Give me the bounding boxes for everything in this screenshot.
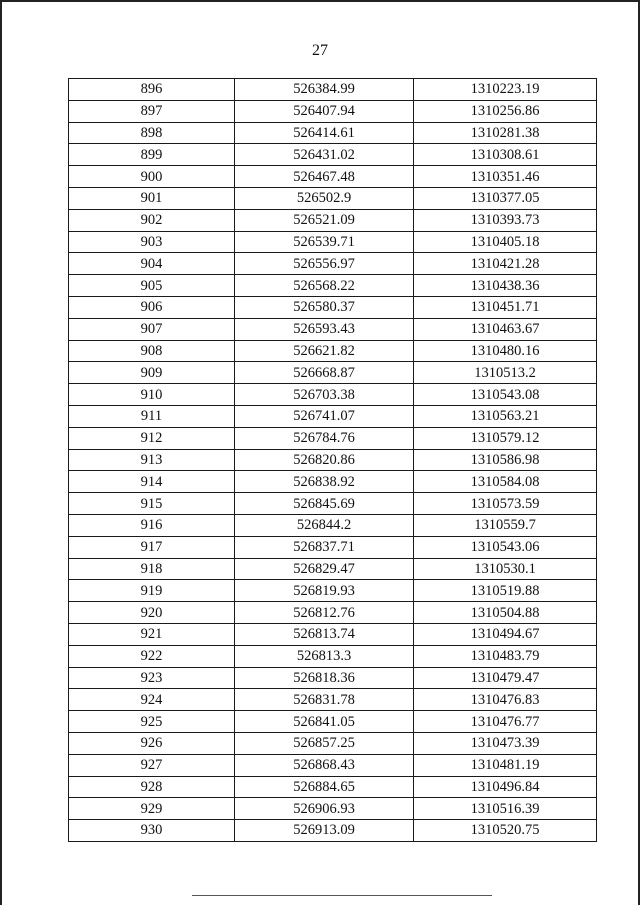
point-number-cell: 907 — [69, 318, 235, 340]
point-number-cell: 906 — [69, 296, 235, 318]
y-coordinate-cell: 1310520.75 — [414, 820, 597, 842]
x-coordinate-cell: 526844.2 — [235, 514, 414, 536]
table-row — [69, 187, 597, 209]
table-row — [69, 296, 597, 318]
x-coordinate-cell: 526812.76 — [235, 602, 414, 624]
bottom-scan-line — [192, 895, 492, 896]
x-coordinate-cell: 526819.93 — [235, 580, 414, 602]
point-number-cell: 924 — [69, 689, 235, 711]
x-coordinate-cell: 526384.99 — [235, 79, 414, 101]
y-coordinate-cell: 1310393.73 — [414, 209, 597, 231]
point-number-cell: 917 — [69, 536, 235, 558]
table-row — [69, 209, 597, 231]
table-row — [69, 231, 597, 253]
x-coordinate-cell: 526913.09 — [235, 820, 414, 842]
y-coordinate-cell: 1310504.88 — [414, 602, 597, 624]
x-coordinate-cell: 526668.87 — [235, 362, 414, 384]
point-number-cell: 930 — [69, 820, 235, 842]
point-number-cell: 914 — [69, 471, 235, 493]
point-number-cell: 901 — [69, 187, 235, 209]
x-coordinate-cell: 526837.71 — [235, 536, 414, 558]
x-coordinate-cell: 526407.94 — [235, 100, 414, 122]
y-coordinate-cell: 1310543.08 — [414, 384, 597, 406]
x-coordinate-cell: 526621.82 — [235, 340, 414, 362]
table-row — [69, 689, 597, 711]
y-coordinate-cell: 1310463.67 — [414, 318, 597, 340]
point-number-cell: 923 — [69, 667, 235, 689]
point-number-cell: 900 — [69, 166, 235, 188]
table-row — [69, 318, 597, 340]
y-coordinate-cell: 1310530.1 — [414, 558, 597, 580]
x-coordinate-cell: 526431.02 — [235, 144, 414, 166]
table-row — [69, 166, 597, 188]
point-number-cell: 918 — [69, 558, 235, 580]
y-coordinate-cell: 1310559.7 — [414, 514, 597, 536]
x-coordinate-cell: 526703.38 — [235, 384, 414, 406]
table-row — [69, 144, 597, 166]
y-coordinate-cell: 1310281.38 — [414, 122, 597, 144]
point-number-cell: 919 — [69, 580, 235, 602]
x-coordinate-cell: 526818.36 — [235, 667, 414, 689]
x-coordinate-cell: 526580.37 — [235, 296, 414, 318]
table-row — [69, 275, 597, 297]
table-row — [69, 623, 597, 645]
table-row — [69, 471, 597, 493]
y-coordinate-cell: 1310223.19 — [414, 79, 597, 101]
x-coordinate-cell: 526820.86 — [235, 449, 414, 471]
x-coordinate-cell: 526838.92 — [235, 471, 414, 493]
table-row — [69, 427, 597, 449]
x-coordinate-cell: 526502.9 — [235, 187, 414, 209]
x-coordinate-cell: 526414.61 — [235, 122, 414, 144]
coordinates-table — [68, 78, 597, 842]
point-number-cell: 929 — [69, 798, 235, 820]
point-number-cell: 916 — [69, 514, 235, 536]
table-row — [69, 253, 597, 275]
x-coordinate-cell: 526884.65 — [235, 776, 414, 798]
x-coordinate-cell: 526556.97 — [235, 253, 414, 275]
y-coordinate-cell: 1310586.98 — [414, 449, 597, 471]
point-number-cell: 909 — [69, 362, 235, 384]
x-coordinate-cell: 526467.48 — [235, 166, 414, 188]
x-coordinate-cell: 526906.93 — [235, 798, 414, 820]
point-number-cell: 899 — [69, 144, 235, 166]
x-coordinate-cell: 526593.43 — [235, 318, 414, 340]
y-coordinate-cell: 1310494.67 — [414, 623, 597, 645]
table-row — [69, 645, 597, 667]
y-coordinate-cell: 1310483.79 — [414, 645, 597, 667]
table-row — [69, 79, 597, 101]
point-number-cell: 928 — [69, 776, 235, 798]
y-coordinate-cell: 1310480.16 — [414, 340, 597, 362]
y-coordinate-cell: 1310256.86 — [414, 100, 597, 122]
table-row — [69, 100, 597, 122]
point-number-cell: 921 — [69, 623, 235, 645]
table-row — [69, 754, 597, 776]
x-coordinate-cell: 526813.3 — [235, 645, 414, 667]
x-coordinate-cell: 526845.69 — [235, 493, 414, 515]
table-row — [69, 798, 597, 820]
table-row — [69, 340, 597, 362]
table-row — [69, 776, 597, 798]
y-coordinate-cell: 1310579.12 — [414, 427, 597, 449]
y-coordinate-cell: 1310438.36 — [414, 275, 597, 297]
point-number-cell: 902 — [69, 209, 235, 231]
y-coordinate-cell: 1310405.18 — [414, 231, 597, 253]
x-coordinate-cell: 526857.25 — [235, 732, 414, 754]
y-coordinate-cell: 1310308.61 — [414, 144, 597, 166]
y-coordinate-cell: 1310496.84 — [414, 776, 597, 798]
page-number: 27 — [312, 42, 328, 59]
y-coordinate-cell: 1310476.83 — [414, 689, 597, 711]
x-coordinate-cell: 526784.76 — [235, 427, 414, 449]
point-number-cell: 915 — [69, 493, 235, 515]
x-coordinate-cell: 526741.07 — [235, 405, 414, 427]
x-coordinate-cell: 526868.43 — [235, 754, 414, 776]
table-row — [69, 514, 597, 536]
point-number-cell: 911 — [69, 405, 235, 427]
table-row — [69, 405, 597, 427]
x-coordinate-cell: 526841.05 — [235, 711, 414, 733]
point-number-cell: 908 — [69, 340, 235, 362]
point-number-cell: 905 — [69, 275, 235, 297]
x-coordinate-cell: 526829.47 — [235, 558, 414, 580]
y-coordinate-cell: 1310473.39 — [414, 732, 597, 754]
point-number-cell: 912 — [69, 427, 235, 449]
y-coordinate-cell: 1310573.59 — [414, 493, 597, 515]
table-row — [69, 558, 597, 580]
y-coordinate-cell: 1310563.21 — [414, 405, 597, 427]
table-row — [69, 602, 597, 624]
table-row — [69, 493, 597, 515]
scan-edge-top — [0, 0, 640, 2]
point-number-cell: 922 — [69, 645, 235, 667]
x-coordinate-cell: 526813.74 — [235, 623, 414, 645]
point-number-cell: 927 — [69, 754, 235, 776]
point-number-cell: 925 — [69, 711, 235, 733]
y-coordinate-cell: 1310543.06 — [414, 536, 597, 558]
y-coordinate-cell: 1310584.08 — [414, 471, 597, 493]
point-number-cell: 926 — [69, 732, 235, 754]
y-coordinate-cell: 1310481.19 — [414, 754, 597, 776]
y-coordinate-cell: 1310476.77 — [414, 711, 597, 733]
table-row — [69, 820, 597, 842]
point-number-cell: 896 — [69, 79, 235, 101]
scan-edge-left — [0, 0, 2, 905]
y-coordinate-cell: 1310451.71 — [414, 296, 597, 318]
table-row — [69, 580, 597, 602]
y-coordinate-cell: 1310519.88 — [414, 580, 597, 602]
point-number-cell: 913 — [69, 449, 235, 471]
table-row — [69, 384, 597, 406]
y-coordinate-cell: 1310516.39 — [414, 798, 597, 820]
table-row — [69, 732, 597, 754]
point-number-cell: 920 — [69, 602, 235, 624]
table-row — [69, 536, 597, 558]
table-row — [69, 667, 597, 689]
point-number-cell: 910 — [69, 384, 235, 406]
point-number-cell: 903 — [69, 231, 235, 253]
table-row — [69, 122, 597, 144]
x-coordinate-cell: 526568.22 — [235, 275, 414, 297]
table-row — [69, 449, 597, 471]
x-coordinate-cell: 526831.78 — [235, 689, 414, 711]
point-number-cell: 897 — [69, 100, 235, 122]
y-coordinate-cell: 1310421.28 — [414, 253, 597, 275]
x-coordinate-cell: 526539.71 — [235, 231, 414, 253]
point-number-cell: 898 — [69, 122, 235, 144]
y-coordinate-cell: 1310479.47 — [414, 667, 597, 689]
x-coordinate-cell: 526521.09 — [235, 209, 414, 231]
point-number-cell: 904 — [69, 253, 235, 275]
coordinates-table-body — [69, 79, 597, 842]
y-coordinate-cell: 1310377.05 — [414, 187, 597, 209]
table-row — [69, 711, 597, 733]
y-coordinate-cell: 1310513.2 — [414, 362, 597, 384]
table-row — [69, 362, 597, 384]
y-coordinate-cell: 1310351.46 — [414, 166, 597, 188]
